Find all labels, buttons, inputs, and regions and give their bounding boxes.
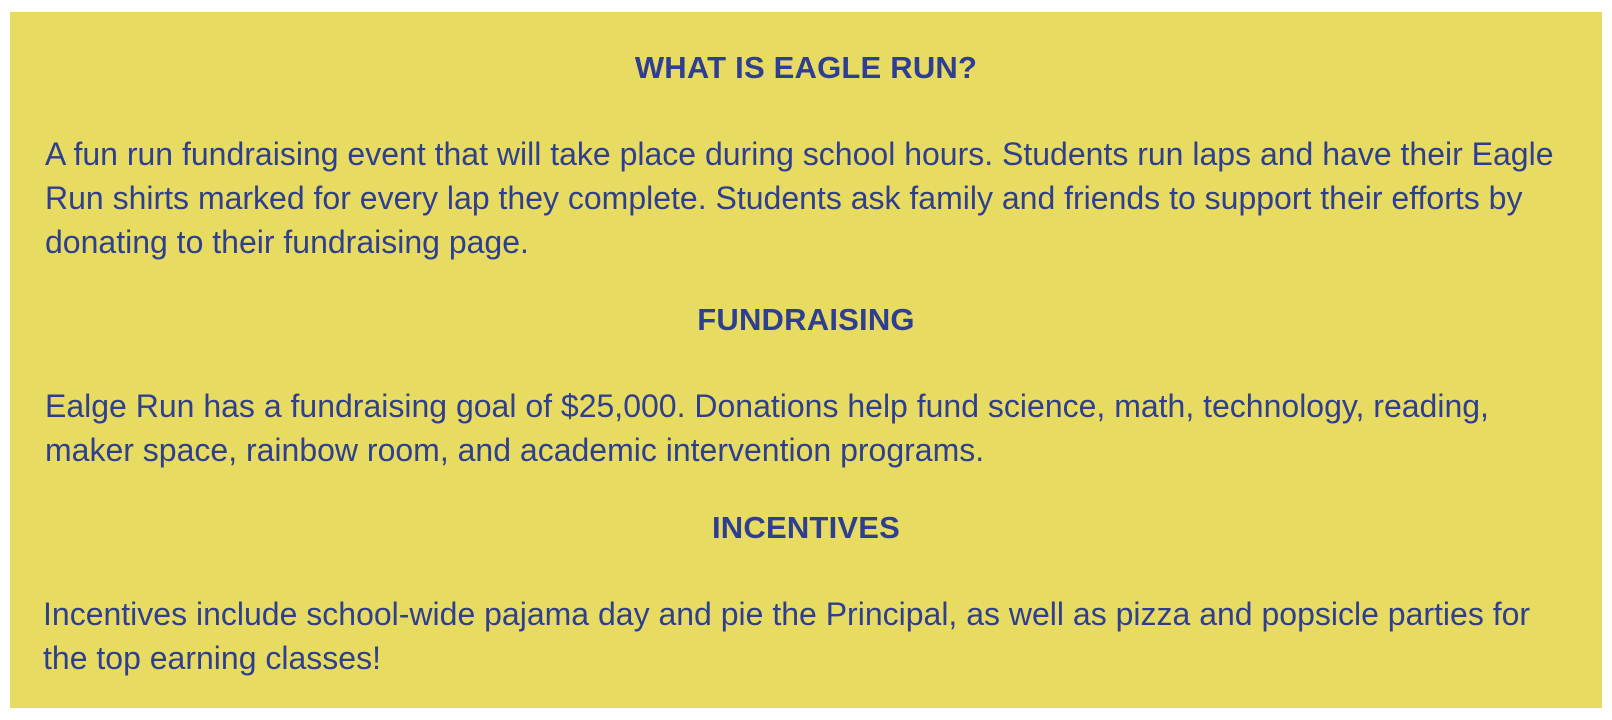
- section-body-what-is-eagle-run: A fun run fundraising event that will take place during school hours. Students run laps and have their Eagle Run shirts marked for every lap they complete. Students ask family and friends to support their efforts by donating to their fundraising page.: [45, 136, 1554, 260]
- section-heading-fundraising: FUNDRAISING: [697, 302, 915, 337]
- eagle-run-info-panel: [10, 12, 1602, 708]
- section-heading-what-is-eagle-run: WHAT IS EAGLE RUN?: [634, 50, 978, 85]
- section-heading-incentives: INCENTIVES: [711, 510, 901, 545]
- section-body-fundraising: Ealge Run has a fundraising goal of $25,000. Donations help fund science, math, technology, reading, maker space, rainbow room, and academic intervention programs.: [45, 388, 1489, 468]
- section-body-incentives: Incentives include school-wide pajama day and pie the Principal, as well as pizza and popsicle parties for the top earning classes!: [43, 596, 1531, 676]
